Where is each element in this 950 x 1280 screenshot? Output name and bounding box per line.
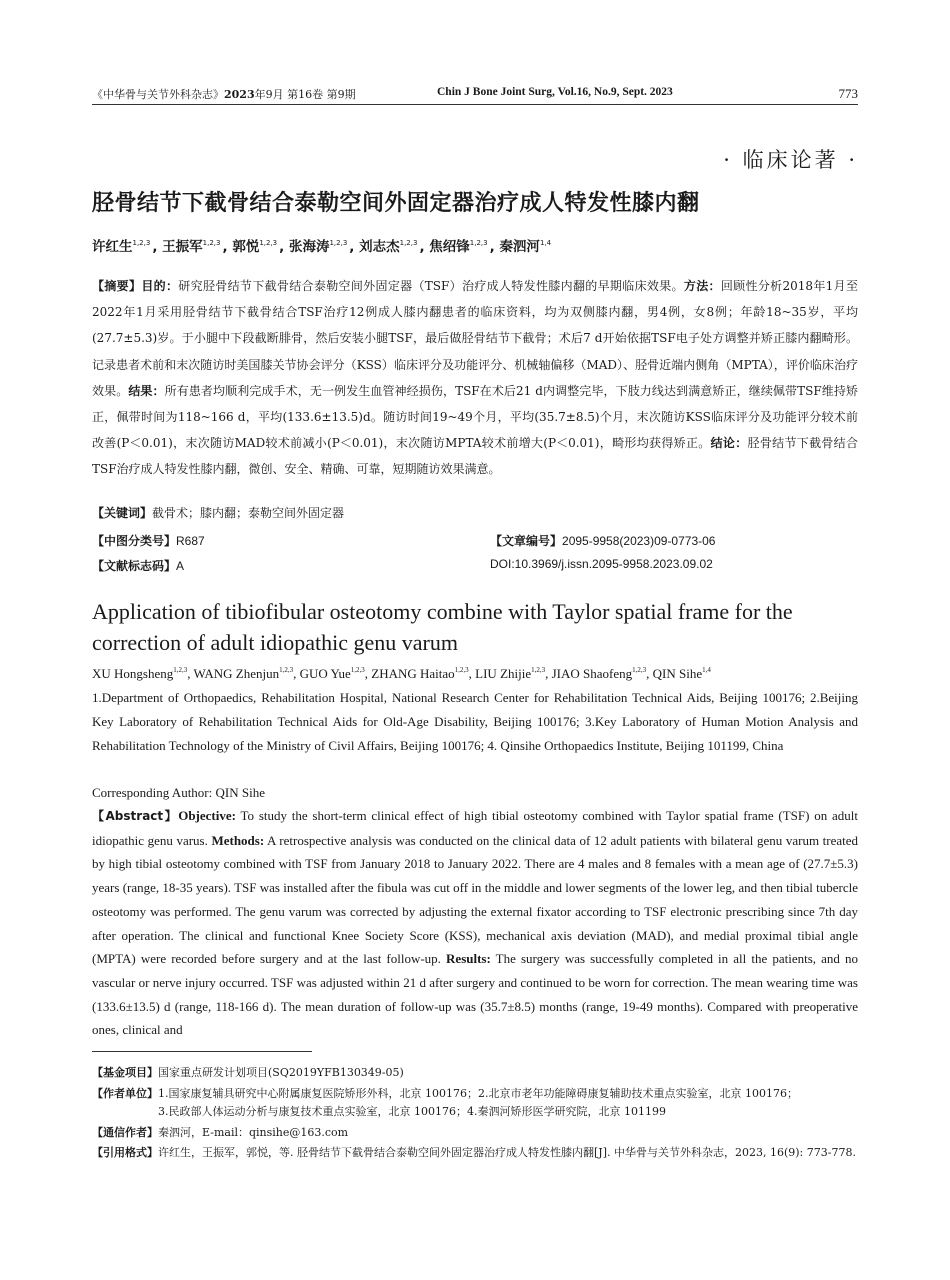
article-title-en: Application of tibiofibular osteotomy combine with Taylor spatial frame for the correction of adult idiopathic genu varum	[92, 599, 793, 655]
author-list-en: XU Hongsheng$^{1,2,3}$, WANG Zhenjun$^{1,2,3}$, GUO Yue$^{1,2,3}$, ZHANG Haitao$^{1,2,3}$, LIU Zhijie$^{1,2,3}$, JIAO Shaofeng$^{1,2,3}$, QIN Sihe$^{1,4}$	[92, 666, 711, 681]
abstract-cn: 【摘要】目的：研究胫骨结节下截骨结合泰勒空间外固定器（TSF）治疗成人特发性膝内翻的早期临床效果。方法：回顾性分析2018年1月至2022年1月采用胫骨结节下截骨结合TSF治疗12例成人膝内翻患者的临床资料，均为双侧膝内翻，男4例，女8例；年龄18~35岁，平均(27.7±5.3)岁。于小腿中下段截断腓骨，然后安装小腿TSF，最后做胫骨结节下截骨；术后7 d开始依据TSF电子处方调整并矫正膝内翻畸形。记录患者术前和末次随访时美国膝关节协会评分（KSS）临床评分及功能评分、机械轴偏移（MAD）、胫骨近端内侧角（MPTA），评价临床治疗效果。结果：所有患者均顺利完成手术，无一例发生血管神经损伤，TSF在术后21 d内调整完毕，下肢力线达到满意矫正，继续佩带TSF维持矫正，佩带时间为118~166 d，平均(133.6±13.5)d。随访时间19~49个月，平均(35.7±8.5)个月，末次随访KSS临床评分及功能评分较术前改善(P＜0.01)，末次随访MAD较术前减小(P＜0.01)，末次随访MPTA较术前增大(P＜0.01)，畸形均获得矫正。结论：胫骨结节下截骨结合TSF治疗成人特发性膝内翻，微创、安全、精确、可靠，短期随访效果满意。	[92, 279, 858, 477]
abstract-en: 【Abstract】Objective: To study the short-term clinical effect of high tibial osteotomy combined with Taylor spatial frame (TSF) on adult idiopathic genu varus. Methods: A retrospective analysis was conducted on the clinical data of 12 adult patients with bilateral genu varum treated by high tibial osteotomy combined with TSF from January 2018 to January 2022. There are 4 males and 8 females with a mean age of (27.7±5.3) years (range, 18-35 years). TSF was installed after the fibula was cut off in the middle and lower segments of the lower leg, and then tibial tubercle osteotomy was performed. The genu varum was corrected by adjusting the external fixator according to TSF electronic prescribing since 7th day after operation. The clinical and functional Knee Society Score (KSS), mechanical axis deviation (MAD), and medial proximal tibial angle (MPTA) were recorded before surgery and at the last follow-up. Results: The surgery was successfully completed in all the patients, and no vascular or nerve injury occurred. TSF was adjusted within 21 d after surgery and continued to be worn for correction. The mean wearing time was (133.6±13.5) d (range, 118-166 d). The mean duration of follow-up was (35.7±8.5) months (range, 19-49 months). Compared with preoperative ones, clinical and	[92, 808, 859, 1038]
footnote-divider	[92, 1051, 312, 1052]
header-journal-en: Chin J Bone Joint Surg, Vol.16, No.9, Sept. 2023	[437, 86, 673, 98]
author-list-cn: 许红生$^{1,2,3}$ , 王振军$^{1,2,3}$ , 郭悦$^{1,2,3}$ , 张海涛$^{1,2,3}$ , 刘志杰$^{1,2,3}$ , 焦绍锋$^{1,2,3}$ , 秦泗河$^{1,4}$	[92, 239, 552, 255]
clc-number: 【中图分类号】R687	[92, 534, 205, 548]
header-journal-cn: 《中华骨与关节外科杂志》2023年9月 第16卷 第9期	[92, 88, 356, 101]
document-code: 【文献标志码】A	[92, 559, 185, 573]
article-number: 【文章编号】2095-9958(2023)09-0773-06	[490, 534, 716, 548]
footnote-author-units: 【作者单位】1.国家康复辅具研究中心附属康复医院矫形外科，北京 100176；2.北京市老年功能障碍康复辅助技术重点实验室，北京 100176； 3.民政部人体运动分析与康复技术重点实验室，北京 100176；4.秦泗河矫形医学研究院，北京 101199	[92, 1087, 798, 1118]
affiliations-en: 1.Department of Orthopaedics, Rehabilitation Hospital, National Research Center for Rehabilitation Technical Aids, Beijing 100176; 2.Beijing Key Laboratory of Rehabilitation Technical Aids for Old-Age Disability, Beijing 100176; 3.Key Laboratory of Human Motion Analysis and Rehabilitation Technology of the Ministry of Civil Affairs, Beijing 100176; 4. Qinsihe Orthopaedics Institute, Beijing 101199, China	[92, 690, 858, 753]
footnote-citation: 【引用格式】许红生，王振军，郭悦，等. 胫骨结节下截骨结合泰勒空间外固定器治疗成人特发性膝内翻[J]. 中华骨与关节外科杂志，2023, 16(9): 773-778.	[92, 1146, 856, 1159]
running-header	[92, 84, 858, 105]
keywords-cn: 【关键词】截骨术；膝内翻；泰勒空间外固定器	[92, 506, 345, 520]
corresponding-author-en: Corresponding Author: QIN Sihe	[92, 785, 265, 800]
footnote-fund: 【基金项目】国家重点研发计划项目(SQ2019YFB130349-05)	[92, 1066, 404, 1079]
page-number: 773	[838, 86, 858, 101]
footnote-corresponding: 【通信作者】秦泗河，E-mail：qinsihe@163.com	[92, 1126, 349, 1139]
article-title-cn: 胫骨结节下截骨结合泰勒空间外固定器治疗成人特发性膝内翻	[92, 191, 700, 216]
doi: DOI:10.3969/j.issn.2095-9958.2023.09.02	[490, 557, 713, 571]
section-label: · 临床论著 ·	[723, 148, 858, 172]
